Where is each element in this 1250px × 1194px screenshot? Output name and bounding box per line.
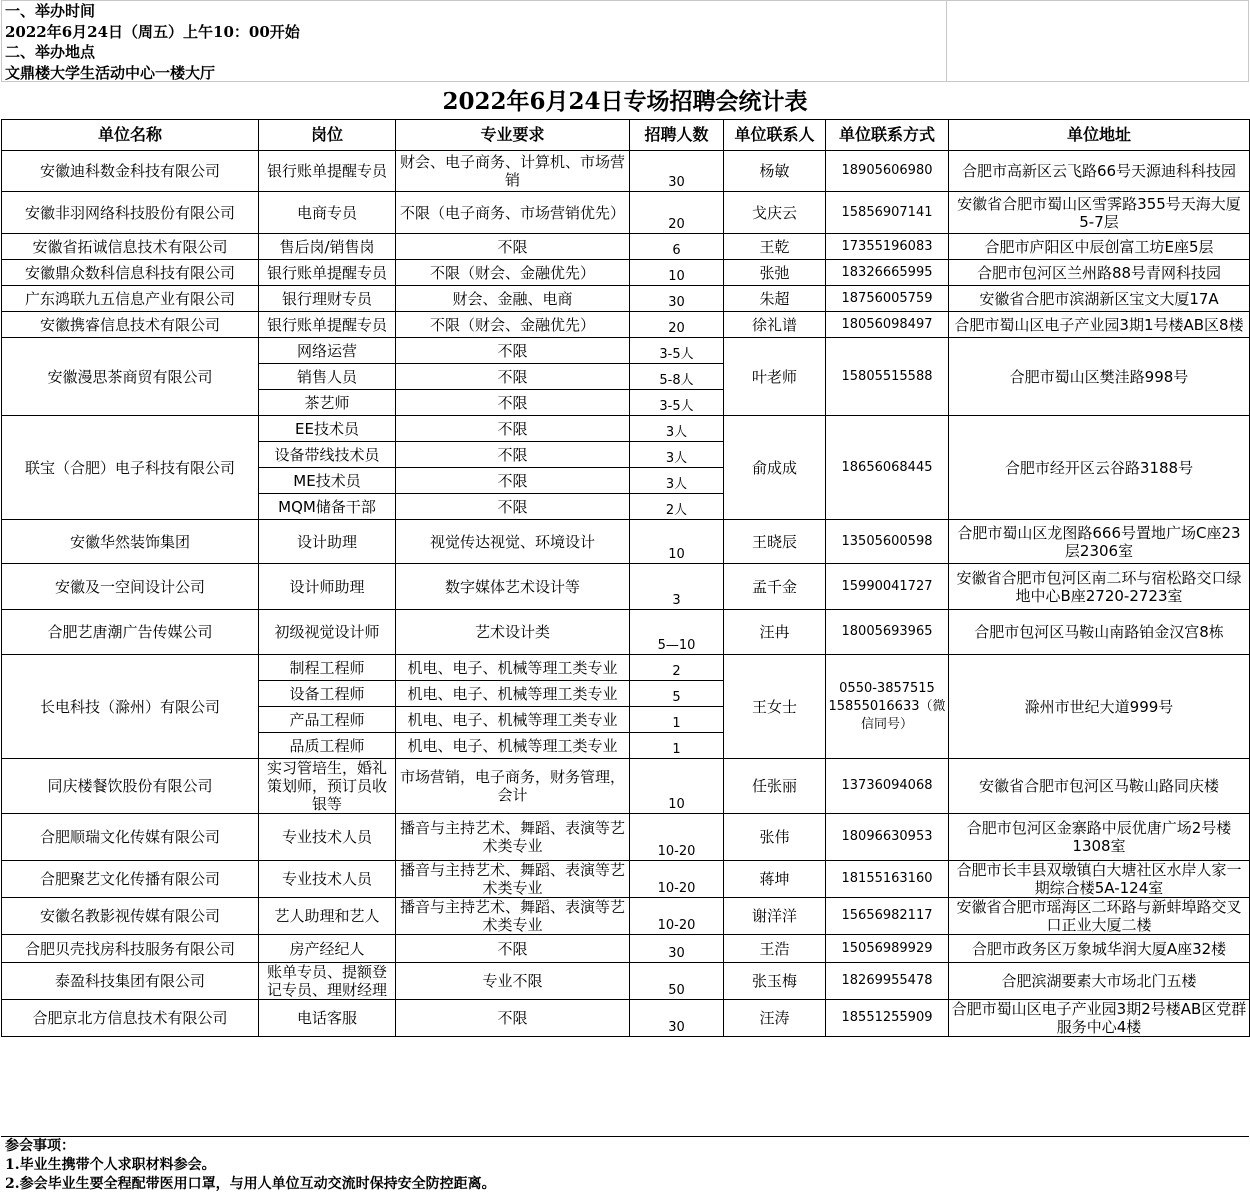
company-cell: 安徽名教影视传媒有限公司 — [2, 898, 259, 935]
contact-cell: 杨敏 — [724, 151, 826, 192]
table-row — [2, 610, 1250, 655]
table-row — [2, 192, 1250, 234]
company-cell: 泰盈科技集团有限公司 — [2, 963, 259, 1000]
address-cell: 合肥市包河区兰州路88号青网科技园 — [949, 260, 1250, 286]
contact-cell: 王女士 — [724, 655, 826, 759]
contact-cell: 王晓辰 — [724, 520, 826, 564]
contact-cell: 张玉梅 — [724, 963, 826, 1000]
major-cell: 市场营销，电子商务，财务管理，会计 — [396, 759, 630, 814]
count-cell: 3 — [630, 564, 724, 610]
count-cell: 3人 — [630, 416, 724, 442]
address-cell: 滁州市世纪大道999号 — [949, 655, 1250, 759]
page-title: 2022年6月24日专场招聘会统计表 — [442, 88, 808, 115]
table-row — [2, 416, 1250, 442]
count-cell: 5 — [630, 681, 724, 707]
major-cell: 机电、电子、机械等理工类专业 — [396, 681, 630, 707]
count-cell: 10-20 — [630, 898, 724, 935]
post-cell: 房产经纪人 — [259, 935, 396, 963]
post-cell: 设备工程师 — [259, 681, 396, 707]
table-header-row — [2, 120, 1250, 151]
count-cell: 1 — [630, 707, 724, 733]
phone-cell: 15656982117 — [826, 898, 949, 935]
major-cell: 数字媒体艺术设计等 — [396, 564, 630, 610]
post-cell: ME技术员 — [259, 468, 396, 494]
major-cell: 专业不限 — [396, 963, 630, 1000]
count-cell: 10 — [630, 759, 724, 814]
count-cell: 20 — [630, 312, 724, 338]
post-cell: EE技术员 — [259, 416, 396, 442]
table-row — [2, 151, 1250, 192]
count-cell: 2 — [630, 655, 724, 681]
table-row — [2, 234, 1250, 260]
major-cell: 不限 — [396, 468, 630, 494]
phone-cell: 18656068445 — [826, 416, 949, 520]
major-cell: 不限 — [396, 364, 630, 390]
contact-cell: 张弛 — [724, 260, 826, 286]
count-cell: 10-20 — [630, 814, 724, 861]
count-cell: 2人 — [630, 494, 724, 520]
major-cell: 机电、电子、机械等理工类专业 — [396, 733, 630, 759]
table-row — [2, 655, 1250, 681]
post-cell: MQM储备干部 — [259, 494, 396, 520]
table-row — [2, 759, 1250, 814]
major-cell: 不限（电子商务、市场营销优先） — [396, 192, 630, 234]
post-cell: 设计助理 — [259, 520, 396, 564]
count-cell: 30 — [630, 151, 724, 192]
count-cell: 30 — [630, 286, 724, 312]
phone-cell: 18269955478 — [826, 963, 949, 1000]
major-cell: 不限 — [396, 338, 630, 364]
table-row — [2, 1000, 1250, 1037]
phone-cell: 15856907141 — [826, 192, 949, 234]
address-cell: 合肥市蜀山区龙图路666号置地广场C座23层2306室 — [949, 520, 1250, 564]
address-cell: 安徽省合肥市蜀山区雪霁路355号天海大厦5-7层 — [949, 192, 1250, 234]
company-cell: 联宝（合肥）电子科技有限公司 — [2, 416, 259, 520]
company-cell: 安徽携睿信息技术有限公司 — [2, 312, 259, 338]
post-cell: 账单专员、提额登记专员、理财经理 — [259, 963, 396, 1000]
table-row — [2, 312, 1250, 338]
place-value: 文鼎楼大学生活动中心一楼大厅 — [5, 63, 216, 82]
col-header: 单位地址 — [949, 120, 1250, 151]
contact-cell: 俞成成 — [724, 416, 826, 520]
phone-cell: 15805515588 — [826, 338, 949, 416]
phone-cell: 15990041727 — [826, 564, 949, 610]
col-header: 岗位 — [259, 120, 396, 151]
table-body — [2, 151, 1250, 1037]
table-row — [2, 963, 1250, 1000]
major-cell: 视觉传达视觉、环境设计 — [396, 520, 630, 564]
table-row — [2, 286, 1250, 312]
post-cell: 艺人助理和艺人 — [259, 898, 396, 935]
post-cell: 银行账单提醒专员 — [259, 151, 396, 192]
notes-heading: 参会事项： — [5, 1138, 75, 1154]
contact-cell: 王乾 — [724, 234, 826, 260]
major-cell: 财会、金融、电商 — [396, 286, 630, 312]
company-cell: 安徽非羽网络科技股份有限公司 — [2, 192, 259, 234]
company-cell: 安徽省拓诚信息技术有限公司 — [2, 234, 259, 260]
address-cell: 合肥市庐阳区中辰创富工坊E座5层 — [949, 234, 1250, 260]
phone-cell: 13736094068 — [826, 759, 949, 814]
post-cell: 银行账单提醒专员 — [259, 312, 396, 338]
phone-cell: 18905606980 — [826, 151, 949, 192]
company-cell: 广东鸿联九五信息产业有限公司 — [2, 286, 259, 312]
major-cell: 机电、电子、机械等理工类专业 — [396, 707, 630, 733]
count-cell: 30 — [630, 1000, 724, 1037]
contact-cell: 王浩 — [724, 935, 826, 963]
phone-cell: 17355196083 — [826, 234, 949, 260]
post-cell: 实习管培生，婚礼策划师，预订员收银等 — [259, 759, 396, 814]
address-cell: 合肥市蜀山区樊洼路998号 — [949, 338, 1250, 416]
post-cell: 设计师助理 — [259, 564, 396, 610]
phone-cell: 18005693965 — [826, 610, 949, 655]
post-cell: 网络运营 — [259, 338, 396, 364]
table-row — [2, 338, 1250, 364]
table-row — [2, 861, 1250, 898]
company-cell: 同庆楼餐饮股份有限公司 — [2, 759, 259, 814]
company-cell: 长电科技（滁州）有限公司 — [2, 655, 259, 759]
count-cell: 5—10 — [630, 610, 724, 655]
phone-cell: 18326665995 — [826, 260, 949, 286]
contact-cell: 戈庆云 — [724, 192, 826, 234]
count-cell: 3人 — [630, 468, 724, 494]
post-cell: 专业技术人员 — [259, 814, 396, 861]
count-cell: 10 — [630, 520, 724, 564]
company-cell: 合肥贝壳找房科技服务有限公司 — [2, 935, 259, 963]
contact-cell: 任张丽 — [724, 759, 826, 814]
company-cell: 安徽漫思茶商贸有限公司 — [2, 338, 259, 416]
count-cell: 5-8人 — [630, 364, 724, 390]
major-cell: 不限（财会、金融优先） — [396, 312, 630, 338]
contact-cell: 谢洋洋 — [724, 898, 826, 935]
count-cell: 10-20 — [630, 861, 724, 898]
major-cell: 财会、电子商务、计算机、市场营销 — [396, 151, 630, 192]
event-info — [1, 0, 947, 82]
phone-cell: 18756005759 — [826, 286, 949, 312]
address-cell: 安徽省合肥市滨湖新区宝文大厦17A — [949, 286, 1250, 312]
company-cell: 合肥京北方信息技术有限公司 — [2, 1000, 259, 1037]
phone-cell: 18096630953 — [826, 814, 949, 861]
contact-cell: 汪冉 — [724, 610, 826, 655]
contact-cell: 张伟 — [724, 814, 826, 861]
contact-cell: 孟千金 — [724, 564, 826, 610]
major-cell: 不限 — [396, 494, 630, 520]
post-cell: 销售人员 — [259, 364, 396, 390]
address-cell: 合肥市长丰县双墩镇白大塘社区水岸人家一期综合楼5A-124室 — [949, 861, 1250, 898]
table-row — [2, 935, 1250, 963]
time-value: 2022年6月24日（周五）上午10：00开始 — [5, 22, 300, 41]
company-cell: 合肥顺瑞文化传媒有限公司 — [2, 814, 259, 861]
address-cell: 合肥市蜀山区电子产业园3期2号楼AB区党群服务中心4楼 — [949, 1000, 1250, 1037]
phone-cell: 18551255909 — [826, 1000, 949, 1037]
post-cell: 售后岗/销售岗 — [259, 234, 396, 260]
phone-cell: 18155163160 — [826, 861, 949, 898]
major-cell: 艺术设计类 — [396, 610, 630, 655]
post-cell: 品质工程师 — [259, 733, 396, 759]
post-cell: 电话客服 — [259, 1000, 396, 1037]
post-cell: 银行账单提醒专员 — [259, 260, 396, 286]
col-header: 专业要求 — [396, 120, 630, 151]
address-cell: 合肥滨湖要素大市场北门五楼 — [949, 963, 1250, 1000]
phone-cell: 15056989929 — [826, 935, 949, 963]
count-cell: 30 — [630, 935, 724, 963]
major-cell: 不限 — [396, 1000, 630, 1037]
recruitment-table — [1, 119, 1250, 1037]
company-cell: 合肥艺唐潮广告传媒公司 — [2, 610, 259, 655]
address-cell: 合肥市政务区万象城华润大厦A座32楼 — [949, 935, 1250, 963]
address-cell: 合肥市蜀山区电子产业园3期1号楼AB区8楼 — [949, 312, 1250, 338]
contact-cell: 朱超 — [724, 286, 826, 312]
count-cell: 10 — [630, 260, 724, 286]
phone-cell: 18056098497 — [826, 312, 949, 338]
col-header: 单位联系人 — [724, 120, 826, 151]
major-cell: 不限 — [396, 234, 630, 260]
notes — [1, 1136, 1249, 1194]
address-cell: 合肥市经开区云谷路3188号 — [949, 416, 1250, 520]
company-cell: 安徽鼎众数科信息科技有限公司 — [2, 260, 259, 286]
contact-cell: 叶老师 — [724, 338, 826, 416]
major-cell: 不限 — [396, 442, 630, 468]
post-cell: 茶艺师 — [259, 390, 396, 416]
major-cell: 播音与主持艺术、舞蹈、表演等艺术类专业 — [396, 814, 630, 861]
address-cell: 安徽省合肥市瑶海区二环路与新蚌埠路交叉口正业大厦二楼 — [949, 898, 1250, 935]
company-cell: 安徽华然装饰集团 — [2, 520, 259, 564]
post-cell: 银行理财专员 — [259, 286, 396, 312]
contact-cell: 徐礼谱 — [724, 312, 826, 338]
address-cell: 合肥市高新区云飞路66号天源迪科科技园 — [949, 151, 1250, 192]
address-cell: 合肥市包河区马鞍山南路铂金汉宫8栋 — [949, 610, 1250, 655]
company-cell: 安徽及一空间设计公司 — [2, 564, 259, 610]
major-cell: 不限（财会、金融优先） — [396, 260, 630, 286]
phone-cell: 13505600598 — [826, 520, 949, 564]
table-row — [2, 520, 1250, 564]
header-empty-cell — [947, 0, 1249, 82]
note-item: 2.参会毕业生要全程配带医用口罩，与用人单位互动交流时保持安全防控距离。 — [5, 1176, 496, 1192]
count-cell: 50 — [630, 963, 724, 1000]
place-heading: 二、举办地点 — [5, 43, 96, 61]
count-cell: 6 — [630, 234, 724, 260]
contact-cell: 汪涛 — [724, 1000, 826, 1037]
col-header: 单位联系方式 — [826, 120, 949, 151]
spreadsheet — [1, 0, 1249, 1194]
major-cell: 机电、电子、机械等理工类专业 — [396, 655, 630, 681]
major-cell: 播音与主持艺术、舞蹈、表演等艺术类专业 — [396, 861, 630, 898]
post-cell: 设备带线技术员 — [259, 442, 396, 468]
table-row — [2, 564, 1250, 610]
time-heading: 一、举办时间 — [5, 2, 96, 20]
col-header: 招聘人数 — [630, 120, 724, 151]
company-cell: 合肥聚艺文化传播有限公司 — [2, 861, 259, 898]
phone-cell: 0550-3857515 15855016633（微信同号） — [826, 655, 949, 759]
count-cell: 1 — [630, 733, 724, 759]
major-cell: 不限 — [396, 390, 630, 416]
count-cell: 20 — [630, 192, 724, 234]
count-cell: 3-5人 — [630, 338, 724, 364]
address-cell: 安徽省合肥市包河区马鞍山路同庆楼 — [949, 759, 1250, 814]
major-cell: 不限 — [396, 416, 630, 442]
address-cell: 合肥市包河区金寨路中辰优唐广场2号楼1308室 — [949, 814, 1250, 861]
table-row — [2, 260, 1250, 286]
company-cell: 安徽迪科数金科技有限公司 — [2, 151, 259, 192]
table-row — [2, 898, 1250, 935]
post-cell: 专业技术人员 — [259, 861, 396, 898]
major-cell: 不限 — [396, 935, 630, 963]
contact-cell: 蒋坤 — [724, 861, 826, 898]
count-cell: 3人 — [630, 442, 724, 468]
table-row — [2, 814, 1250, 861]
count-cell: 3-5人 — [630, 390, 724, 416]
major-cell: 播音与主持艺术、舞蹈、表演等艺术类专业 — [396, 898, 630, 935]
post-cell: 电商专员 — [259, 192, 396, 234]
col-header: 单位名称 — [2, 120, 259, 151]
address-cell: 安徽省合肥市包河区南二环与宿松路交口绿地中心B座2720-2723室 — [949, 564, 1250, 610]
post-cell: 制程工程师 — [259, 655, 396, 681]
note-item: 1.毕业生携带个人求职材料参会。 — [5, 1157, 216, 1173]
post-cell: 产品工程师 — [259, 707, 396, 733]
post-cell: 初级视觉设计师 — [259, 610, 396, 655]
